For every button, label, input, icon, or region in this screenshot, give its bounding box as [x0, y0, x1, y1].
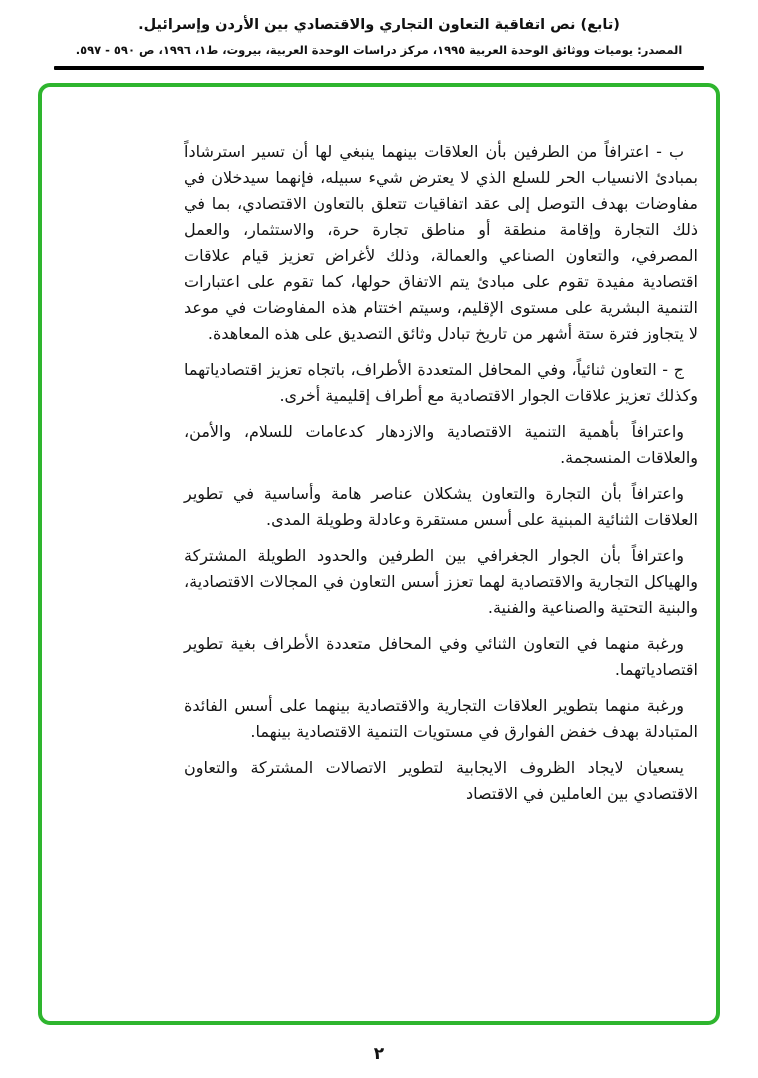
paragraph-recognition-trade: واعترافاً بأن التجارة والتعاون يشكلان عناصر هامة وأساسية في تطوير العلاقات الثنائية المبنية على أسس مستقرة وعادلة وطويلة المدى. — [184, 483, 698, 529]
header-divider-rule — [54, 66, 704, 70]
document-header — [0, 0, 758, 70]
paragraph-b: ب - اعترافاً من الطرفين بأن العلاقات بينهما ينبغي لها أن تسير استرشاداً بمبادئ الانسياب الحر للسلع الذي لا يعترض شيء سبيله، فإنهما سيدخلان في مفاوضات بهدف التوصل إلى عقد اتفاقيات تتعلق بالتعاون الاقتصادي، بما في ذلك التجارة وإقامة منطقة أو مناطق تجارة حرة، والاستثمار، والعمل المصرفي، والتعاون الصناعي والعمالة، وذلك لأغراض تعزيز قيام علاقات اقتصادية مفيدة تقوم على مبادئ يتم الاتفاق حولها، كما تقوم على اعتبارات التنمية البشرية على مستوى الإقليم، وسيتم اختتام هذه المفاوضات في موعد لا يتجاوز فترة ستة أشهر من تاريخ تبادل وثائق التصديق على هذه المعاهدة. — [184, 141, 698, 343]
paragraph-recognition-development: واعترافاً بأهمية التنمية الاقتصادية والازدهار كدعامات للسلام، والأمن، والعلاقات المنسجمة. — [184, 421, 698, 467]
paragraph-j: ج - التعاون ثنائياً، وفي المحافل المتعددة الأطراف، باتجاه تعزيز اقتصادياتهما وكذلك تعزيز علاقات الجوار الاقتصادية مع أطراف إقليمية أخرى. — [184, 359, 698, 405]
paragraph-desire-relations: ورغبة منهما بتطوير العلاقات التجارية والاقتصادية بينهما على أسس الفائدة المتبادلة بهدف خفض الفوارق في مستويات التنمية الاقتصادية بينهما. — [184, 695, 698, 741]
body-text-column — [184, 139, 698, 807]
page-number: ٢ — [373, 1044, 385, 1064]
source-line: المصدر: يوميات ووثائق الوحدة العربية ١٩٩٥، مركز دراسات الوحدة العربية، بيروت، ط١، ١٩٩٦، ص ٥٩٠ - ٥٩٧. — [75, 42, 683, 57]
paragraph-recognition-geography: واعترافاً بأن الجوار الجغرافي بين الطرفين والحدود الطويلة المشتركة والهياكل التجارية والاقتصادية لهما تعزز أسس التعاون في المجالات الاقتصادية، والبنية التحتية والصناعية والفنية. — [184, 545, 698, 617]
paragraph-desire-bilateral: ورغبة منهما في التعاون الثنائي وفي المحافل متعددة الأطراف بغية تطوير اقتصادياتهما. — [184, 633, 698, 679]
green-content-frame — [38, 83, 720, 1025]
paragraph-seek-conditions: يسعيان لايجاد الظروف الايجابية لتطوير الاتصالات المشتركة والتعاون الاقتصادي بين العاملين في الاقتصاد — [184, 757, 698, 803]
document-title: (تابع) نص اتفاقية التعاون التجاري والاقتصادي بين الأردن وإسرائيل. — [138, 17, 620, 33]
